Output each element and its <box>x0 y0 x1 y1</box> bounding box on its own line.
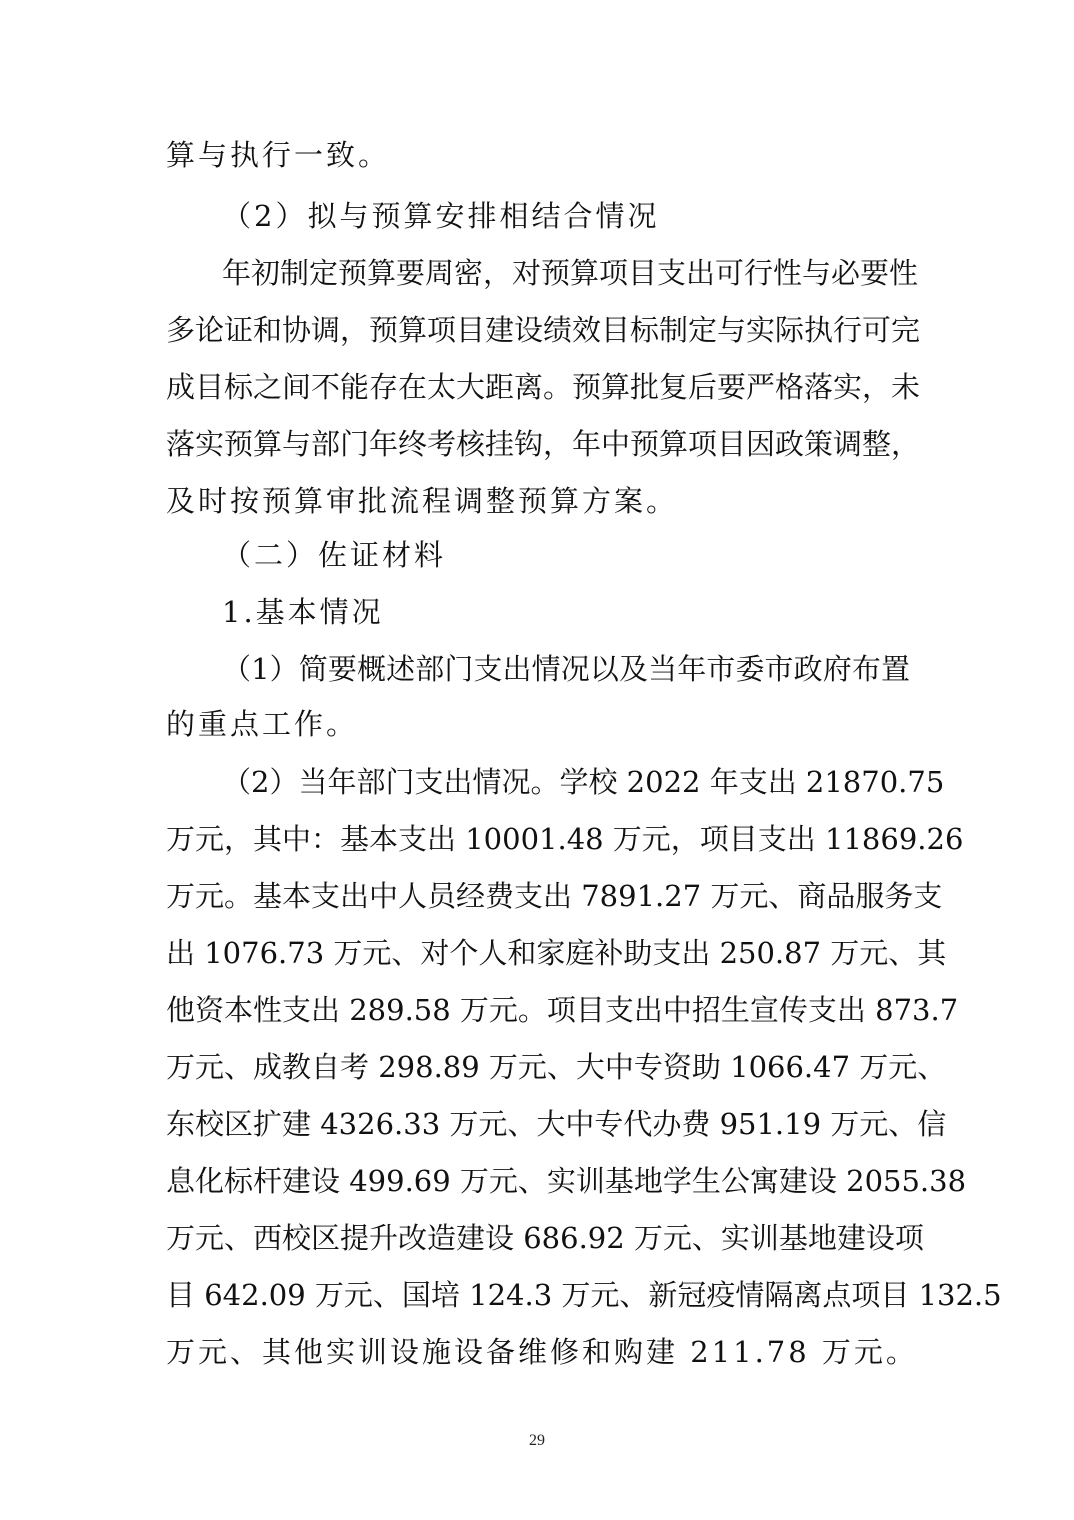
text-line: 万元，其中：基本支出 10001.48 万元，项目支出 11869.26 <box>166 822 964 856</box>
text-line: 万元、西校区提升改造建设 686.92 万元、实训基地建设项 <box>166 1221 924 1255</box>
text-line: 息化标杆建设 499.69 万元、实训基地学生公寓建设 2055.38 <box>166 1164 967 1198</box>
text-line: 算与执行一致。 <box>166 138 391 172</box>
text-line: 目 642.09 万元、国培 124.3 万元、新冠疫情隔离点项目 132.5 <box>166 1278 1002 1312</box>
text-line: （1）简要概述部门支出情况以及当年市委市政府布置 <box>222 652 910 686</box>
text-line: 年初制定预算要周密，对预算项目支出可行性与必要性 <box>222 256 919 290</box>
text-line: （2）当年部门支出情况。学校 2022 年支出 21870.75 <box>222 765 945 799</box>
section-heading: （二）佐证材料 <box>222 538 447 572</box>
text-line: 万元、成教自考 298.89 万元、大中专资助 1066.47 万元、 <box>166 1050 947 1084</box>
text-line: 万元、其他实训设施设备维修和购建 211.78 万元。 <box>166 1335 918 1369</box>
text-line: 出 1076.73 万元、对个人和家庭补助支出 250.87 万元、其 <box>166 936 947 970</box>
text-line: 的重点工作。 <box>166 707 359 741</box>
text-line: 他资本性支出 289.58 万元。项目支出中招生宣传支出 873.7 <box>166 993 959 1027</box>
text-line: 及时按预算审批流程调整预算方案。 <box>166 484 679 518</box>
text-line: 多论证和协调，预算项目建设绩效目标制定与实际执行可完 <box>166 313 921 347</box>
text-line: 东校区扩建 4326.33 万元、大中专代办费 951.19 万元、信 <box>166 1107 947 1141</box>
page-number: 29 <box>529 1432 545 1449</box>
text-line: 落实预算与部门年终考核挂钩，年中预算项目因政策调整， <box>166 427 921 461</box>
text-line: 万元。基本支出中人员经费支出 7891.27 万元、商品服务支 <box>166 879 943 913</box>
section-heading: 1.基本情况 <box>222 595 384 629</box>
section-heading: （2）拟与预算安排相结合情况 <box>222 199 660 233</box>
text-line: 成目标之间不能存在太大距离。预算批复后要严格落实，未 <box>166 370 921 404</box>
